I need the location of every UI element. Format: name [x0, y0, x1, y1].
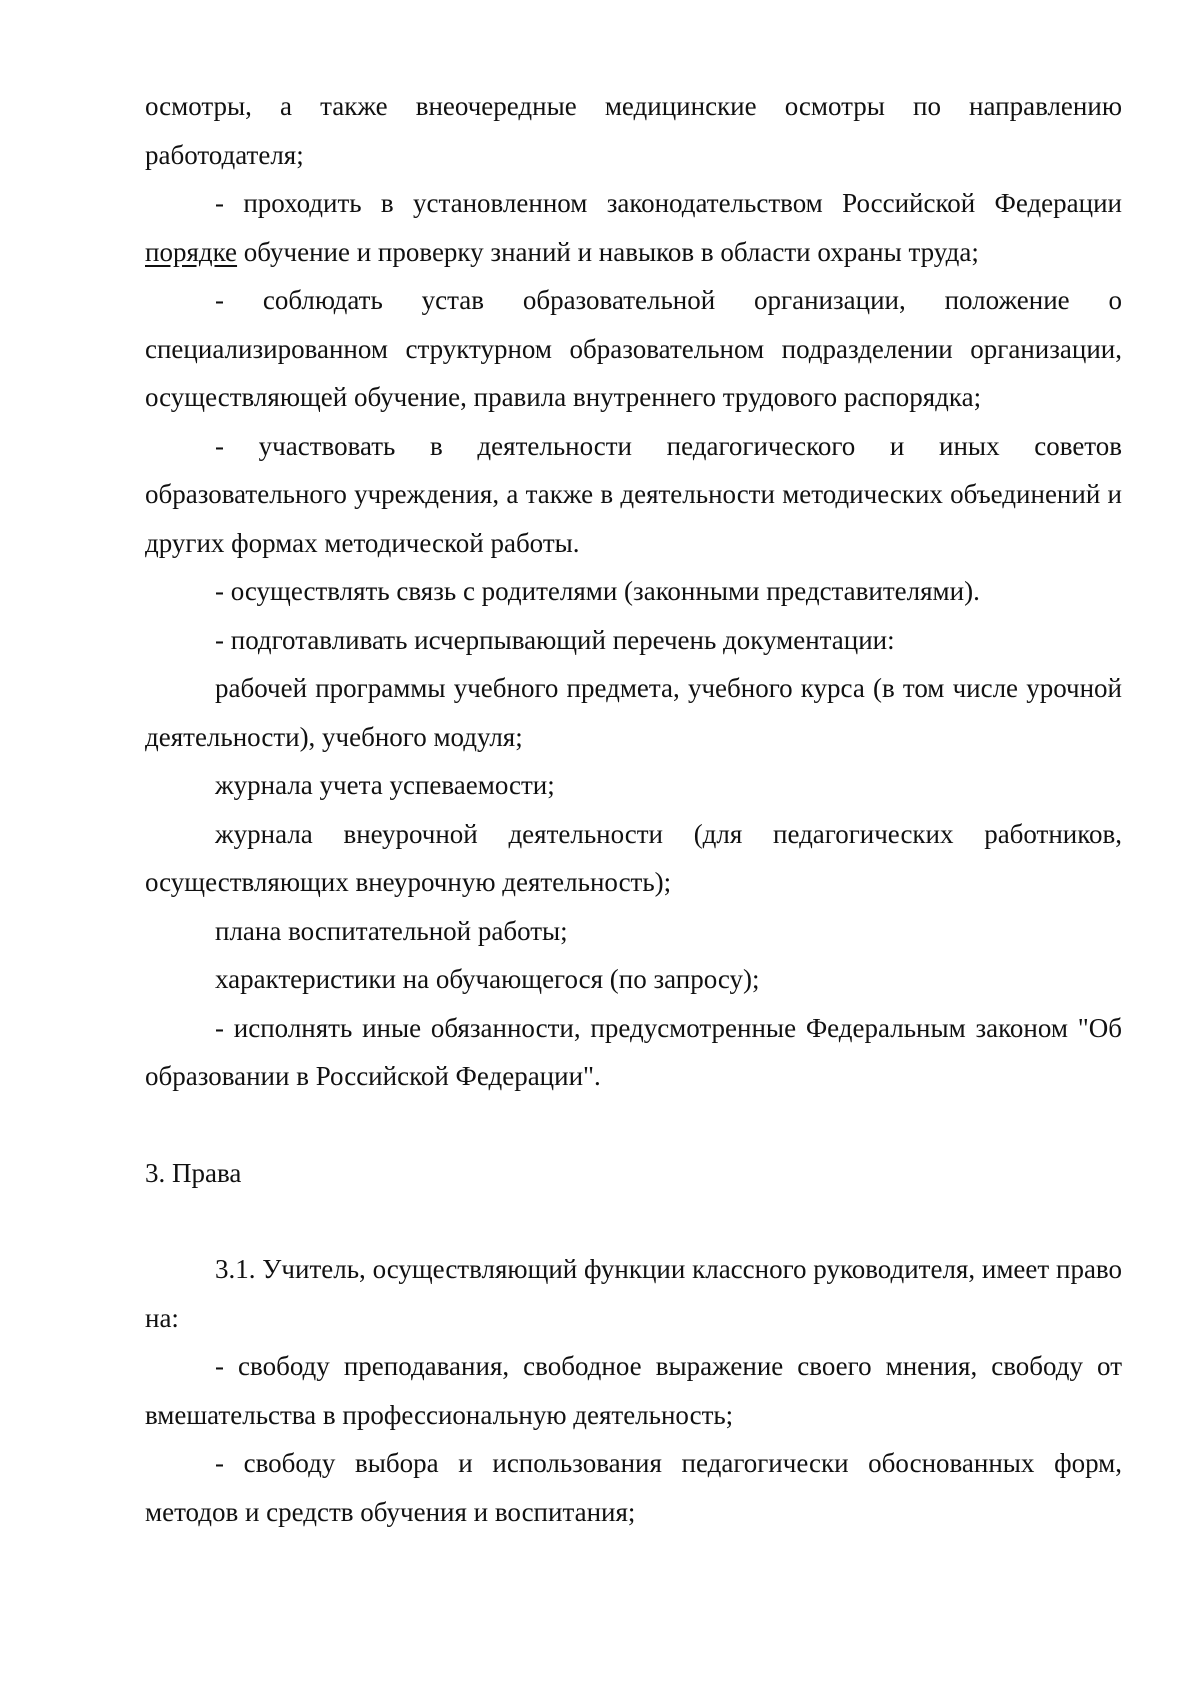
section-heading: 3. Права: [145, 1157, 242, 1188]
paragraph-councils-participation: - участвовать в деятельности педагогического и иных советов образовательного учреждения, а также в деятельности методических объединений и других формах методической работы.: [145, 430, 1122, 558]
paragraph-rights-intro: 3.1. Учитель, осуществляющий функции классного руководителя, имеет право на:: [145, 1254, 1122, 1333]
paragraph-extracurricular-journal: журнала внеурочной деятельности (для педагогических работников, осуществляющих внеурочную деятельность);: [145, 818, 1122, 897]
paragraph-methods-choice: - свободу выбора и использования педагогически обоснованных форм, методов и средств обучения и воспитания;: [145, 1448, 1122, 1527]
paragraph-education-plan: плана воспитательной работы;: [215, 915, 568, 946]
paragraph-teaching-freedom: - свободу преподавания, свободное выражение своего мнения, свободу от вмешательства в профессиональную деятельность;: [145, 1351, 1122, 1430]
paragraph-student-characteristics: характеристики на обучающегося (по запросу);: [215, 964, 760, 994]
paragraph-documentation-list: - подготавливать исчерпывающий перечень документации:: [215, 624, 895, 655]
paragraph-charter-compliance: - соблюдать устав образовательной организации, положение о специализированном структурном образовательном подразделении организации, осуществляющей обучение, правила внутреннего трудового распорядка;: [145, 285, 1122, 412]
document-body: [145, 82, 1122, 1536]
paragraph-other-duties: - исполнять иные обязанности, предусмотренные Федеральным законом "Об образовании в Российской Федерации".: [145, 1012, 1122, 1091]
paragraph-labor-safety-training: [145, 179, 1122, 276]
paragraph-progress-journal: журнала учета успеваемости;: [215, 770, 555, 800]
paragraph-parents-communication: - осуществлять связь с родителями (законными представителями).: [215, 576, 980, 606]
paragraph-text: обучение и проверку знаний и навыков в области охраны труда;: [237, 236, 979, 267]
paragraph-medical-exams: осмотры, а также внеочередные медицинские осмотры по направлению работодателя;: [145, 91, 1122, 170]
paragraph-work-program: рабочей программы учебного предмета, учебного курса (в том числе урочной деятельности), учебного модуля;: [145, 673, 1122, 752]
procedure-link[interactable]: порядке: [145, 236, 238, 267]
paragraph-text: - проходить в установленном законодательством Российской Федерации: [215, 188, 1122, 218]
